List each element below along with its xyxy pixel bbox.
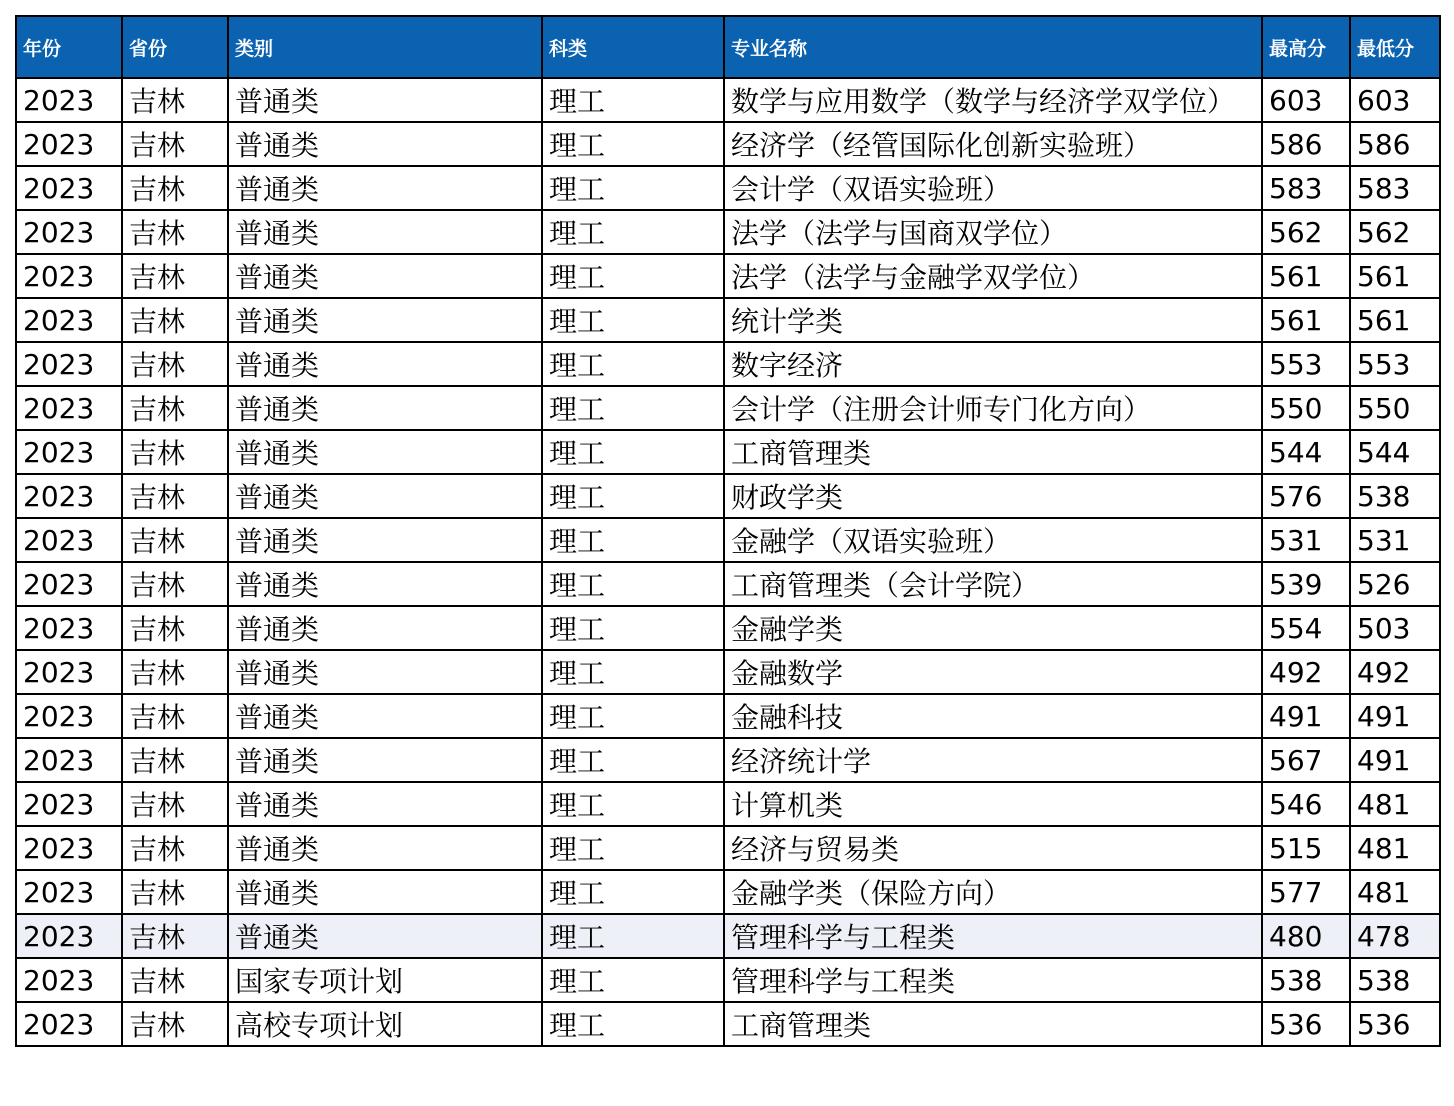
cell-max-score: 583	[1262, 166, 1350, 210]
cell-major-name: 法学（法学与国商双学位）	[724, 210, 1262, 254]
cell-category: 普通类	[228, 650, 542, 694]
header-row	[16, 16, 1440, 78]
cell-subject-type: 理工	[542, 430, 724, 474]
cell-year: 2023	[16, 826, 122, 870]
table-row	[16, 1002, 1440, 1046]
cell-year: 2023	[16, 738, 122, 782]
cell-province: 吉林	[122, 1002, 228, 1046]
cell-subject-type: 理工	[542, 606, 724, 650]
cell-year: 2023	[16, 782, 122, 826]
cell-province: 吉林	[122, 430, 228, 474]
header-category: 类别	[228, 16, 542, 78]
cell-max-score: 492	[1262, 650, 1350, 694]
cell-year: 2023	[16, 298, 122, 342]
cell-subject-type: 理工	[542, 298, 724, 342]
cell-subject-type: 理工	[542, 826, 724, 870]
cell-subject-type: 理工	[542, 914, 724, 958]
cell-max-score: 567	[1262, 738, 1350, 782]
cell-major-name: 经济学（经管国际化创新实验班）	[724, 122, 1262, 166]
cell-min-score: 536	[1350, 1002, 1440, 1046]
cell-subject-type: 理工	[542, 562, 724, 606]
cell-year: 2023	[16, 210, 122, 254]
cell-category: 普通类	[228, 694, 542, 738]
cell-max-score: 491	[1262, 694, 1350, 738]
cell-major-name: 会计学（注册会计师专门化方向）	[724, 386, 1262, 430]
cell-category: 国家专项计划	[228, 958, 542, 1002]
cell-major-name: 管理科学与工程类	[724, 958, 1262, 1002]
cell-max-score: 539	[1262, 562, 1350, 606]
cell-year: 2023	[16, 254, 122, 298]
cell-category: 普通类	[228, 606, 542, 650]
table-row	[16, 738, 1440, 782]
table-row	[16, 342, 1440, 386]
cell-min-score: 491	[1350, 694, 1440, 738]
table-row	[16, 870, 1440, 914]
cell-major-name: 金融数学	[724, 650, 1262, 694]
table-row	[16, 694, 1440, 738]
cell-min-score: 503	[1350, 606, 1440, 650]
cell-year: 2023	[16, 122, 122, 166]
cell-province: 吉林	[122, 254, 228, 298]
cell-min-score: 538	[1350, 958, 1440, 1002]
cell-province: 吉林	[122, 562, 228, 606]
table-row	[16, 166, 1440, 210]
cell-province: 吉林	[122, 870, 228, 914]
cell-min-score: 481	[1350, 782, 1440, 826]
cell-year: 2023	[16, 606, 122, 650]
cell-category: 普通类	[228, 518, 542, 562]
cell-max-score: 553	[1262, 342, 1350, 386]
cell-max-score: 536	[1262, 1002, 1350, 1046]
cell-min-score: 481	[1350, 870, 1440, 914]
cell-min-score: 544	[1350, 430, 1440, 474]
cell-province: 吉林	[122, 342, 228, 386]
cell-category: 普通类	[228, 474, 542, 518]
cell-major-name: 经济与贸易类	[724, 826, 1262, 870]
table-row	[16, 78, 1440, 122]
cell-province: 吉林	[122, 958, 228, 1002]
cell-category: 普通类	[228, 298, 542, 342]
cell-category: 普通类	[228, 342, 542, 386]
cell-subject-type: 理工	[542, 958, 724, 1002]
cell-year: 2023	[16, 78, 122, 122]
cell-province: 吉林	[122, 210, 228, 254]
cell-category: 普通类	[228, 254, 542, 298]
cell-max-score: 586	[1262, 122, 1350, 166]
cell-max-score: 577	[1262, 870, 1350, 914]
header-province: 省份	[122, 16, 228, 78]
cell-category: 普通类	[228, 78, 542, 122]
table-row	[16, 254, 1440, 298]
cell-year: 2023	[16, 518, 122, 562]
cell-subject-type: 理工	[542, 386, 724, 430]
cell-province: 吉林	[122, 474, 228, 518]
table-row	[16, 958, 1440, 1002]
cell-max-score: 480	[1262, 914, 1350, 958]
cell-category: 普通类	[228, 738, 542, 782]
cell-min-score: 478	[1350, 914, 1440, 958]
admission-score-table	[15, 15, 1441, 1047]
cell-major-name: 经济统计学	[724, 738, 1262, 782]
cell-subject-type: 理工	[542, 738, 724, 782]
header-subject-type: 科类	[542, 16, 724, 78]
cell-province: 吉林	[122, 826, 228, 870]
cell-year: 2023	[16, 342, 122, 386]
cell-subject-type: 理工	[542, 474, 724, 518]
cell-min-score: 491	[1350, 738, 1440, 782]
cell-year: 2023	[16, 1002, 122, 1046]
cell-category: 普通类	[228, 122, 542, 166]
cell-min-score: 561	[1350, 254, 1440, 298]
cell-province: 吉林	[122, 782, 228, 826]
cell-year: 2023	[16, 562, 122, 606]
cell-province: 吉林	[122, 518, 228, 562]
cell-province: 吉林	[122, 298, 228, 342]
cell-min-score: 553	[1350, 342, 1440, 386]
cell-subject-type: 理工	[542, 210, 724, 254]
table-row	[16, 562, 1440, 606]
table-body	[16, 78, 1440, 1046]
cell-year: 2023	[16, 958, 122, 1002]
table-row	[16, 650, 1440, 694]
cell-major-name: 计算机类	[724, 782, 1262, 826]
cell-category: 普通类	[228, 914, 542, 958]
cell-min-score: 562	[1350, 210, 1440, 254]
cell-subject-type: 理工	[542, 694, 724, 738]
cell-year: 2023	[16, 914, 122, 958]
cell-province: 吉林	[122, 694, 228, 738]
cell-max-score: 554	[1262, 606, 1350, 650]
cell-province: 吉林	[122, 122, 228, 166]
cell-min-score: 583	[1350, 166, 1440, 210]
cell-subject-type: 理工	[542, 78, 724, 122]
header-year: 年份	[16, 16, 122, 78]
cell-major-name: 会计学（双语实验班）	[724, 166, 1262, 210]
table-row	[16, 474, 1440, 518]
cell-province: 吉林	[122, 914, 228, 958]
cell-subject-type: 理工	[542, 166, 724, 210]
cell-min-score: 586	[1350, 122, 1440, 166]
cell-year: 2023	[16, 166, 122, 210]
header-min-score: 最低分	[1350, 16, 1440, 78]
cell-subject-type: 理工	[542, 650, 724, 694]
cell-major-name: 数字经济	[724, 342, 1262, 386]
cell-major-name: 金融科技	[724, 694, 1262, 738]
cell-subject-type: 理工	[542, 342, 724, 386]
cell-major-name: 管理科学与工程类	[724, 914, 1262, 958]
cell-category: 普通类	[228, 562, 542, 606]
cell-max-score: 576	[1262, 474, 1350, 518]
cell-min-score: 538	[1350, 474, 1440, 518]
table-row	[16, 826, 1440, 870]
cell-max-score: 550	[1262, 386, 1350, 430]
cell-province: 吉林	[122, 78, 228, 122]
cell-major-name: 统计学类	[724, 298, 1262, 342]
cell-province: 吉林	[122, 606, 228, 650]
cell-major-name: 工商管理类（会计学院）	[724, 562, 1262, 606]
cell-category: 普通类	[228, 430, 542, 474]
table-row	[16, 782, 1440, 826]
table-row	[16, 914, 1440, 958]
cell-major-name: 工商管理类	[724, 430, 1262, 474]
cell-category: 普通类	[228, 870, 542, 914]
cell-year: 2023	[16, 474, 122, 518]
cell-major-name: 金融学类（保险方向）	[724, 870, 1262, 914]
cell-major-name: 金融学（双语实验班）	[724, 518, 1262, 562]
cell-category: 高校专项计划	[228, 1002, 542, 1046]
cell-major-name: 工商管理类	[724, 1002, 1262, 1046]
table-row	[16, 518, 1440, 562]
cell-province: 吉林	[122, 738, 228, 782]
cell-max-score: 546	[1262, 782, 1350, 826]
cell-province: 吉林	[122, 166, 228, 210]
table-row	[16, 298, 1440, 342]
cell-subject-type: 理工	[542, 782, 724, 826]
cell-min-score: 561	[1350, 298, 1440, 342]
cell-max-score: 562	[1262, 210, 1350, 254]
cell-max-score: 544	[1262, 430, 1350, 474]
cell-max-score: 531	[1262, 518, 1350, 562]
cell-max-score: 561	[1262, 254, 1350, 298]
cell-year: 2023	[16, 870, 122, 914]
cell-year: 2023	[16, 430, 122, 474]
cell-year: 2023	[16, 694, 122, 738]
cell-category: 普通类	[228, 782, 542, 826]
cell-category: 普通类	[228, 386, 542, 430]
cell-subject-type: 理工	[542, 870, 724, 914]
cell-year: 2023	[16, 386, 122, 430]
header-max-score: 最高分	[1262, 16, 1350, 78]
table-row	[16, 386, 1440, 430]
cell-subject-type: 理工	[542, 518, 724, 562]
table-row	[16, 210, 1440, 254]
cell-min-score: 550	[1350, 386, 1440, 430]
cell-min-score: 492	[1350, 650, 1440, 694]
cell-province: 吉林	[122, 650, 228, 694]
cell-major-name: 财政学类	[724, 474, 1262, 518]
cell-max-score: 538	[1262, 958, 1350, 1002]
cell-major-name: 金融学类	[724, 606, 1262, 650]
cell-category: 普通类	[228, 166, 542, 210]
table-row	[16, 430, 1440, 474]
cell-max-score: 561	[1262, 298, 1350, 342]
cell-subject-type: 理工	[542, 1002, 724, 1046]
cell-category: 普通类	[228, 210, 542, 254]
cell-major-name: 数学与应用数学（数学与经济学双学位）	[724, 78, 1262, 122]
cell-category: 普通类	[228, 826, 542, 870]
cell-subject-type: 理工	[542, 122, 724, 166]
cell-max-score: 515	[1262, 826, 1350, 870]
cell-min-score: 531	[1350, 518, 1440, 562]
cell-province: 吉林	[122, 386, 228, 430]
cell-max-score: 603	[1262, 78, 1350, 122]
cell-subject-type: 理工	[542, 254, 724, 298]
cell-min-score: 603	[1350, 78, 1440, 122]
cell-min-score: 526	[1350, 562, 1440, 606]
cell-year: 2023	[16, 650, 122, 694]
cell-major-name: 法学（法学与金融学双学位）	[724, 254, 1262, 298]
cell-min-score: 481	[1350, 826, 1440, 870]
table-row	[16, 606, 1440, 650]
table-row	[16, 122, 1440, 166]
header-major-name: 专业名称	[724, 16, 1262, 78]
